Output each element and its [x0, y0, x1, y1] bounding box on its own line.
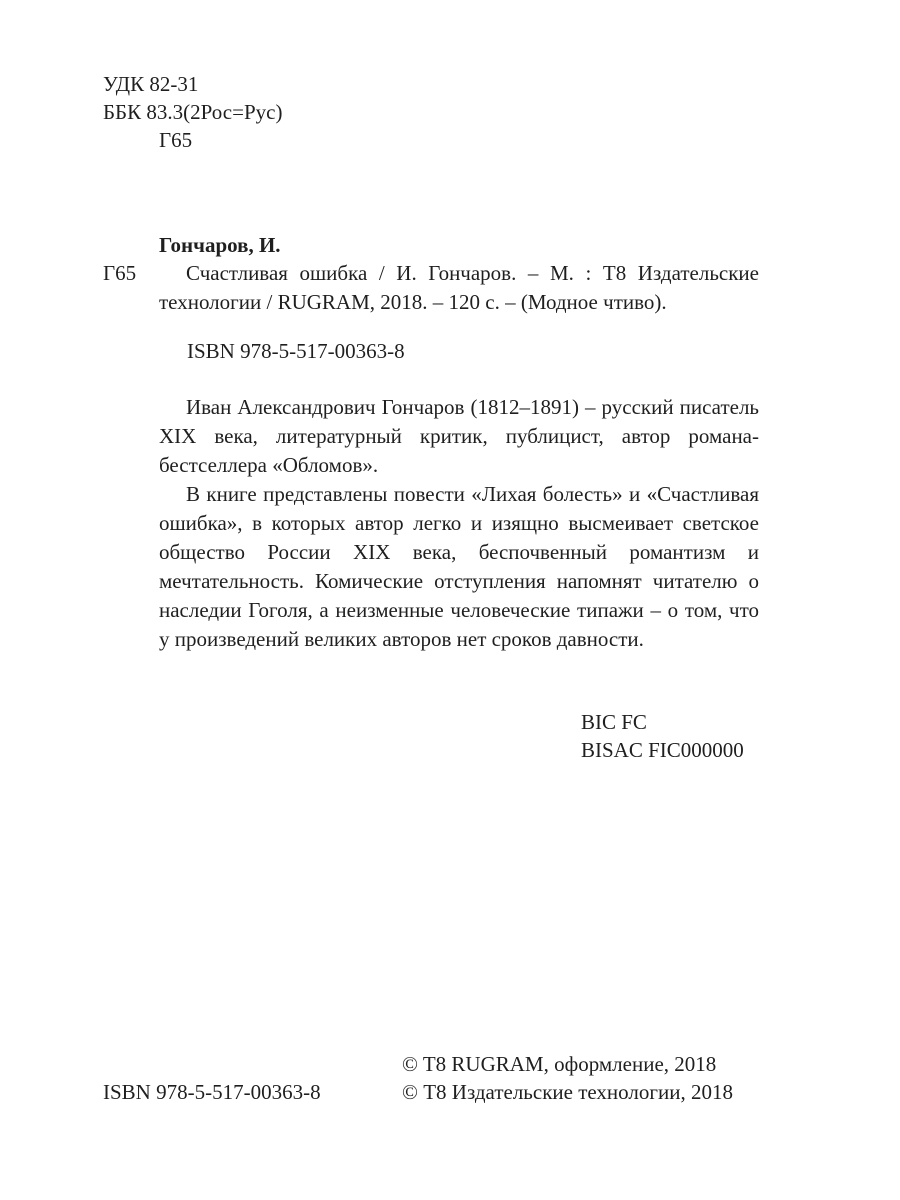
- copyright-design: © T8 RUGRAM, оформление, 2018: [402, 1052, 717, 1076]
- author-cipher-top: Г65: [159, 128, 193, 152]
- isbn-bottom: ISBN 978-5-517-00363-8: [103, 1080, 321, 1104]
- bisac-code: BISAC FIC000000: [581, 738, 744, 762]
- author-cipher: Г65: [103, 261, 137, 285]
- copyright-publisher: © Т8 Издательские технологии, 2018: [402, 1080, 733, 1104]
- annotation: [159, 393, 759, 654]
- bic-code: BIC FC: [581, 710, 647, 734]
- annotation-paragraph: Иван Александрович Гончаров (1812–1891) – русский писатель XIX века, литературный критик, публицист, автор романа-бестселлера «Обломов».: [159, 395, 759, 477]
- udk-code: УДК 82-31: [103, 72, 199, 96]
- author-name: Гончаров, И.: [159, 233, 281, 257]
- bibliographic-record: Счастливая ошибка / И. Гончаров. – М. : Т8 Издательские технологии / RUGRAM, 2018. – 120 с. – (Модное чтиво).: [159, 261, 759, 314]
- bbk-code: ББК 83.3(2Рос=Рус): [103, 100, 283, 124]
- annotation-paragraph: В книге представлены повести «Лихая болесть» и «Счастливая ошибка», в которых автор легко и изящно высмеивает светское общество России XIX века, беспочвенный романтизм и мечтательность. Комические отступления напомнят читателю о наследии Гоголя, а неизменные человеческие типажи – о том, что у произведений великих авторов нет сроков давности.: [159, 482, 759, 651]
- isbn: ISBN 978-5-517-00363-8: [187, 339, 405, 363]
